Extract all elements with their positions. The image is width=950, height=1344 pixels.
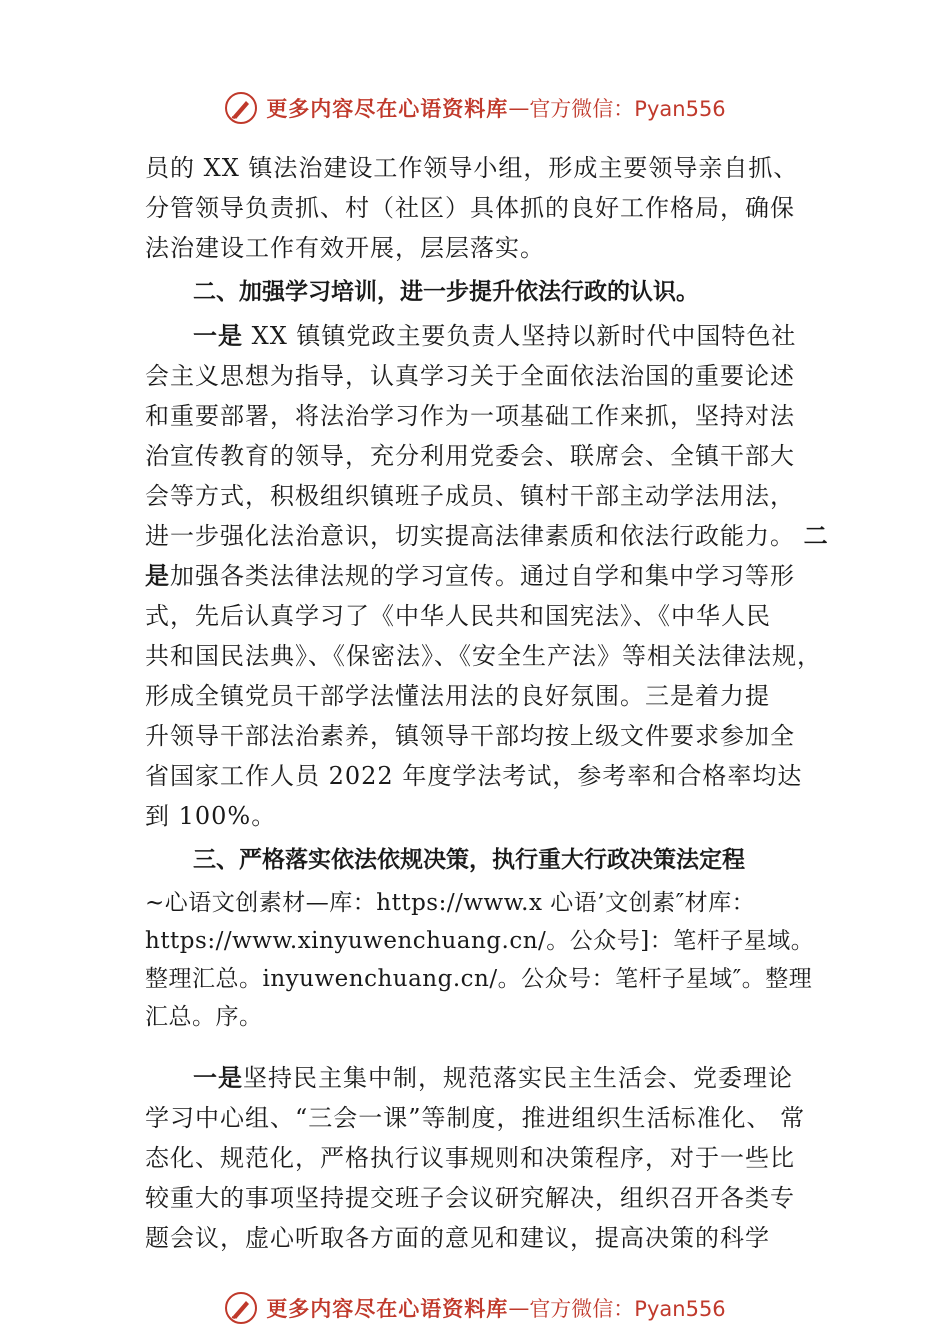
pen-logo-icon bbox=[224, 1291, 258, 1325]
text-line: 学习中心组、“三会一课”等制度，推进组织生活标准化、 常 bbox=[145, 1104, 806, 1132]
text-line: 治宣传教育的领导，充分利用党委会、联席会、全镇干部大 bbox=[145, 442, 795, 470]
header-title: 更多内容尽在心语资料库 bbox=[266, 97, 509, 121]
text-span: XX 镇镇党政主要负责人坚持以新时代中国特色社 bbox=[243, 322, 797, 350]
text-line: 分管领导负责抓、村（社区）具体抓的良好工作格局，确保 bbox=[145, 194, 795, 222]
header-banner bbox=[0, 88, 950, 128]
text-line: 省国家工作人员 2022 年度学法考试，参考率和合格率均达 bbox=[145, 762, 803, 790]
text-line: 式，先后认真学习了《中华人民共和国宪法》、《中华人民 bbox=[145, 602, 771, 630]
document-body bbox=[145, 148, 845, 1258]
text-span: 加强各类法律法规的学习宣传。通过自学和集中学习等形 bbox=[170, 562, 795, 590]
text-line: 员的 XX 镇法治建设工作领导小组，形成主要领导亲自抓、 bbox=[145, 154, 799, 182]
text-span: 坚持民主集中制，规范落实民主生活会、党委理论 bbox=[243, 1064, 793, 1092]
watermark-line: ~心语文创素材—库：https://www.x 心语’文创素″材库： bbox=[145, 890, 756, 916]
point-label: 一是 bbox=[193, 1064, 243, 1092]
text-line bbox=[145, 556, 845, 596]
pen-logo-icon bbox=[224, 91, 258, 125]
text-line bbox=[145, 1058, 845, 1098]
text-line: 态化、规范化，严格执行议事规则和决策程序，对于一些比 bbox=[145, 1144, 795, 1172]
text-line bbox=[145, 516, 845, 556]
text-line: 到 100%。 bbox=[145, 802, 277, 830]
footer-wechat: 官方微信：Pyan556 bbox=[529, 1297, 726, 1321]
text-line: 形成全镇党员干部学法懂法用法的良好氛围。三是着力提 bbox=[145, 682, 770, 710]
text-line: 会等方式，积极组织镇班子成员、镇村干部主动学法用法， bbox=[145, 482, 795, 510]
section-heading-3: 三、严格落实依法依规决策，执行重大行政决策法定程 bbox=[193, 847, 745, 873]
text-line: 和重要部署，将法治学习作为一项基础工作来抓，坚持对法 bbox=[145, 402, 795, 430]
text-line: 法治建设工作有效开展，层层落实。 bbox=[145, 234, 545, 262]
text-line: 题会议，虚心听取各方面的意见和建议，提高决策的科学 bbox=[145, 1224, 770, 1252]
watermark-line: https://www.xinyuwenchuang.cn/。公众号]：笔杆子星域。 bbox=[145, 928, 815, 954]
point-label: 一是 bbox=[193, 322, 243, 350]
section-heading-2: 二、加强学习培训，进一步提升依法行政的认识。 bbox=[193, 279, 699, 305]
text-line: 较重大的事项坚持提交班子会议研究解决，组织召开各类专 bbox=[145, 1184, 795, 1212]
footer-banner bbox=[0, 1288, 950, 1328]
watermark-line: 整理汇总。inyuwenchuang.cn/。公众号：笔杆子星域″。整理 bbox=[145, 966, 813, 992]
text-line bbox=[145, 316, 845, 356]
text-line: 会主义思想为指导，认真学习关于全面依法治国的重要论述 bbox=[145, 362, 795, 390]
footer-title: 更多内容尽在心语资料库 bbox=[266, 1297, 509, 1321]
point-label: 二 bbox=[803, 522, 829, 550]
watermark-line: 汇总。序。 bbox=[145, 1004, 263, 1030]
text-span: 进一步强化法治意识，切实提高法律素质和依法行政能力。 bbox=[145, 522, 795, 550]
footer-dash: — bbox=[508, 1296, 530, 1320]
point-label: 是 bbox=[145, 562, 170, 590]
header-dash: — bbox=[508, 96, 530, 120]
text-line: 共和国民法典》、《保密法》、《安全生产法》等相关法律法规， bbox=[145, 642, 822, 670]
text-line: 升领导干部法治素养，镇领导干部均按上级文件要求参加全 bbox=[145, 722, 795, 750]
header-wechat: 官方微信：Pyan556 bbox=[529, 97, 726, 121]
